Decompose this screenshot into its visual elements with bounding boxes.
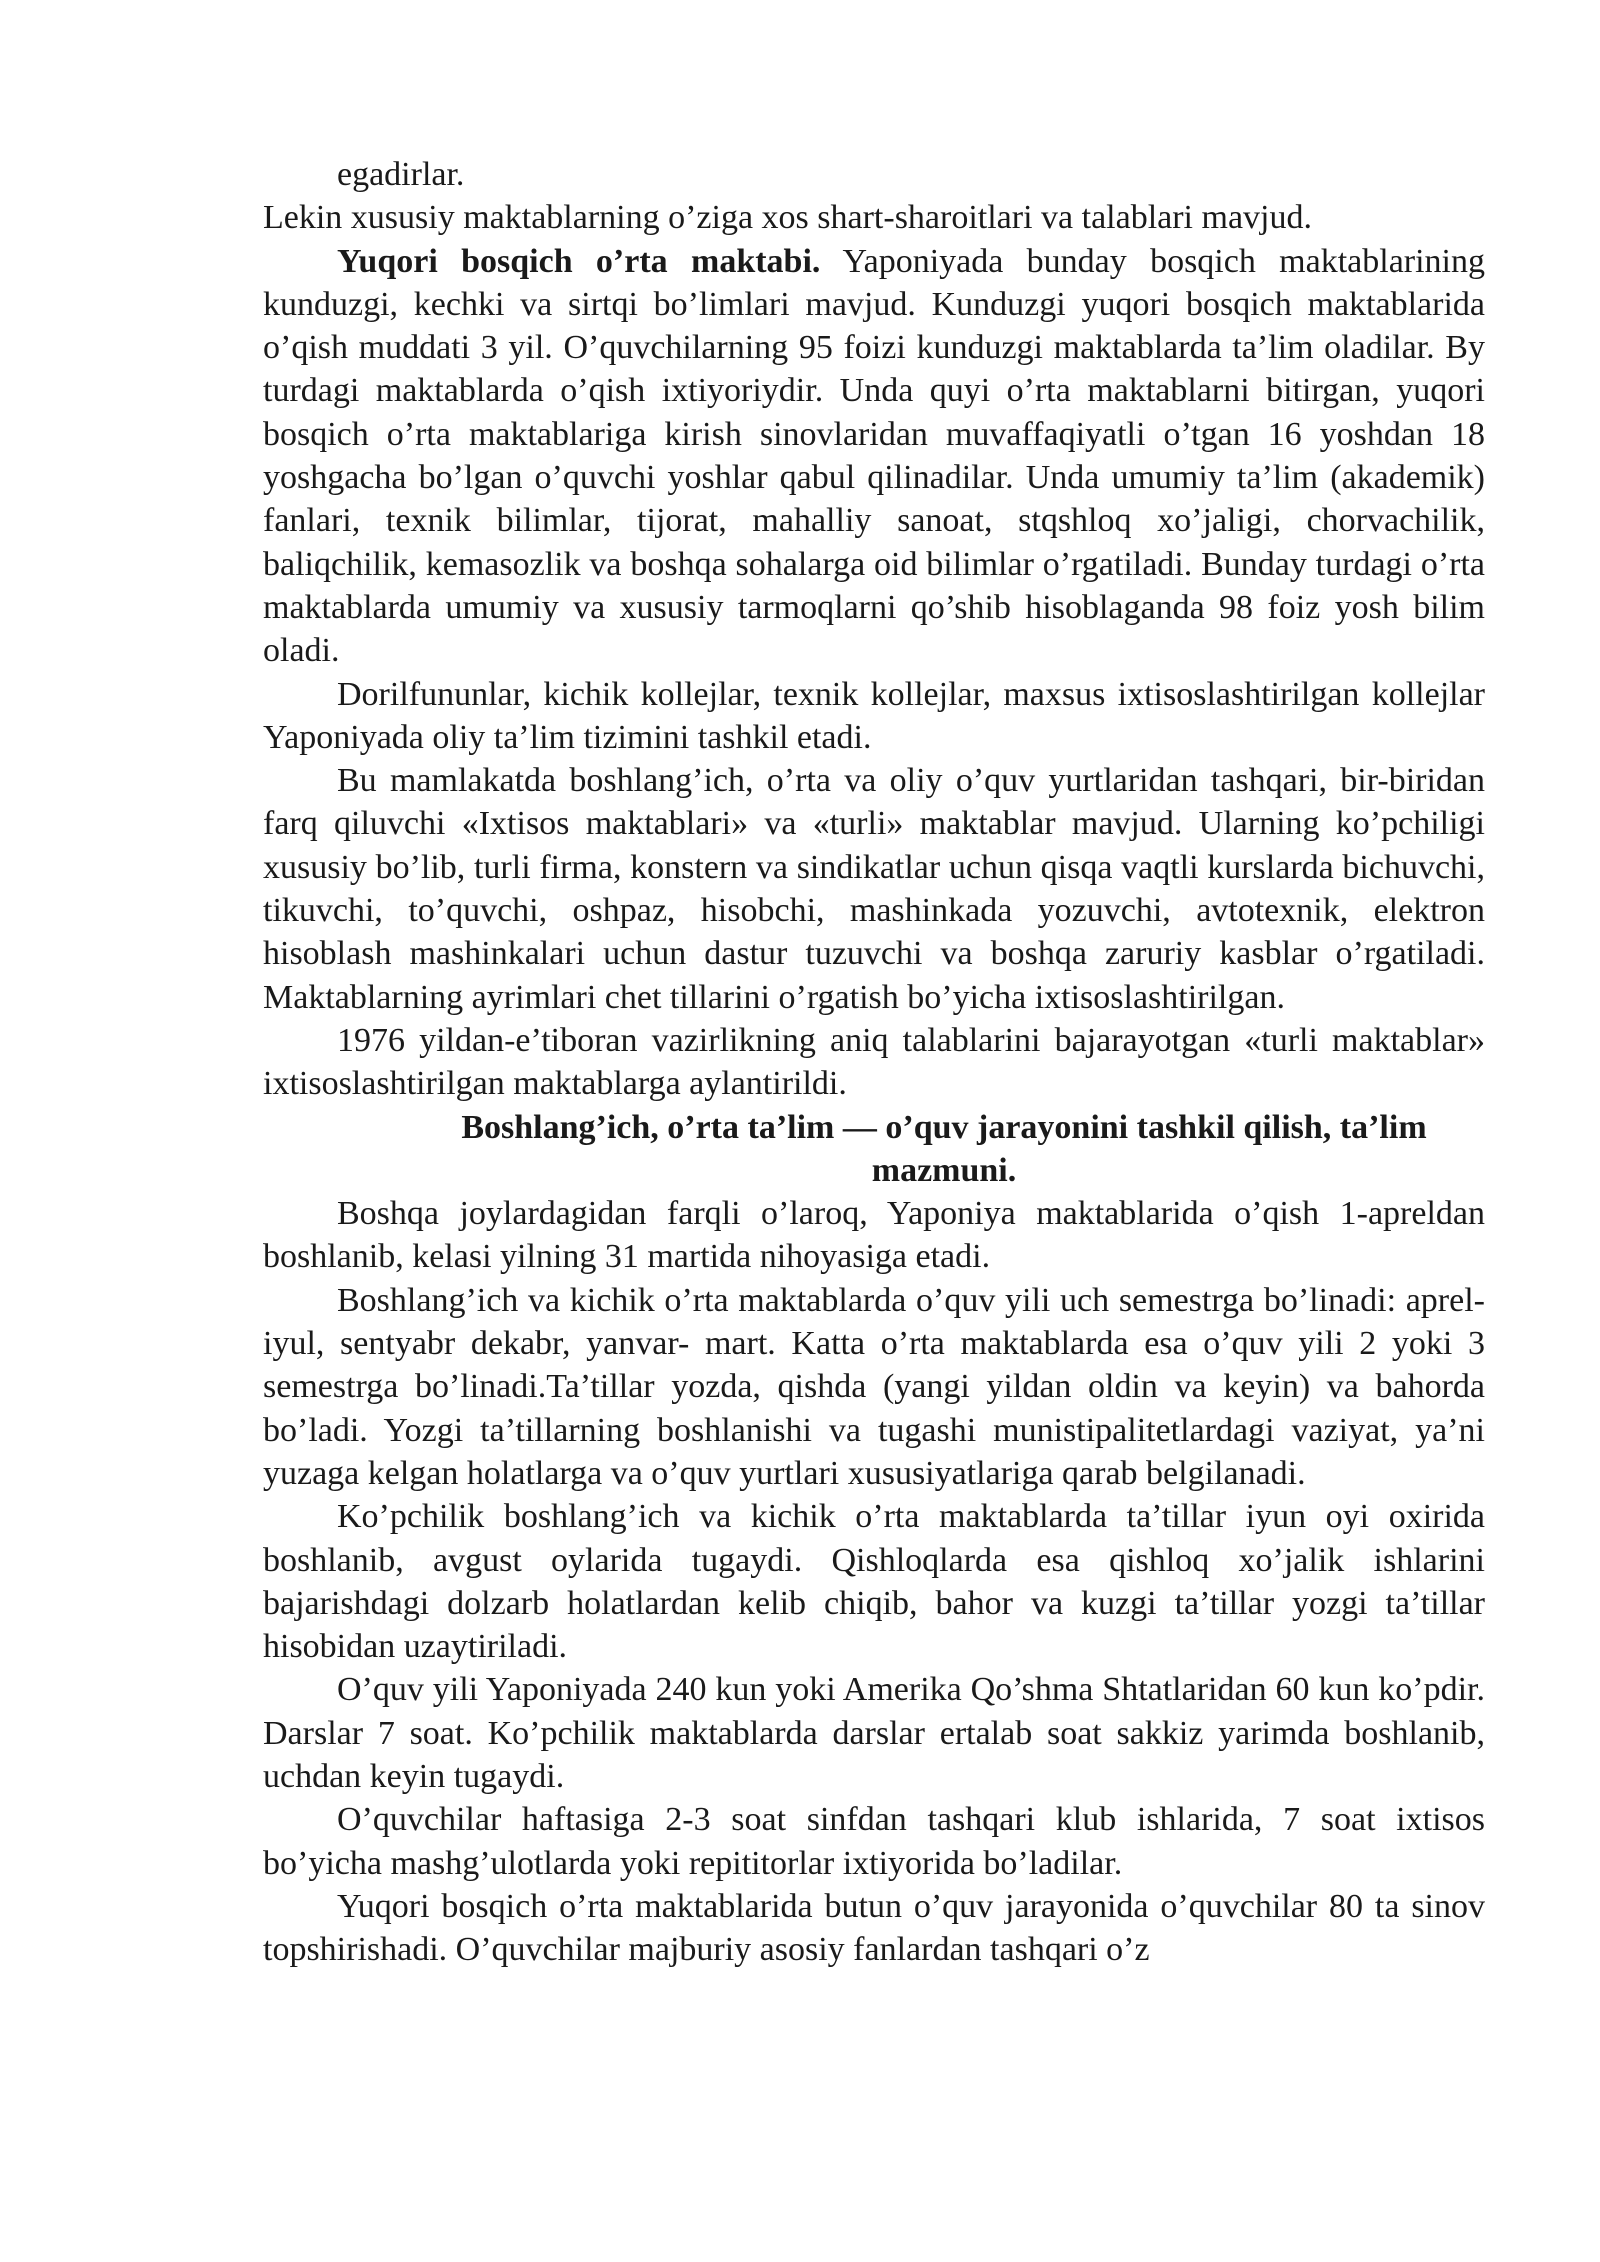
paragraph-school-days: O’quv yili Yaponiyada 240 kun yoki Amerika Qo’shma Shtatlaridan 60 kun ko’pdir. Darslar 7 soat. Ko’pchilik maktablarda darslar ertalab soat sakkiz yarimda boshlanib, uchdan keyin tugaydi.	[263, 1671, 1485, 1795]
paragraph-higher-education: Dorilfununlar, kichik kollejlar, texnik kollejlar, maxsus ixtisoslashtirilgan kollejlar Yaponiyada oliy ta’lim tizimini tashkil etadi.	[263, 675, 1485, 756]
paragraph-specialized-schools: Bu mamlakatda boshlang’ich, o’rta va oliy o’quv yurtlaridan tashqari, bir-biridan farq qiluvchi «Ixtisos maktablari» va «turli» maktablar mavjud. Ularning ko’pchiligi xususiy bo’lib, turli firma, konstern va sindikatlar uchun qisqa vaqtli kurslarda bichuvchi, tikuvchi, to’quvchi, oshpaz, hisobchi, mashinkada yozuvchi, avtotexnik, elektron hisoblash mashinkalari uchun dastur tuzuvchi va boshqa zaruriy kasblar o’rgatiladi. Maktablarning ayrimlari chet tillarini o’rgatish bo’yicha ixtisoslashtirilgan.	[263, 762, 1485, 1016]
paragraph-exams: Yuqori bosqich o’rta maktablarida butun o’quv jarayonida o’quvchilar 80 ta sinov topshirishadi. O’quvchilar majburiy asosiy fanlardan tashqari o’z	[263, 1887, 1485, 1969]
paragraph-1976: 1976 yildan-e’tiboran vazirlikning aniq talablarini bajarayotgan «turli maktablar» ixtisoslashtirilgan maktablarga aylantirildi.	[263, 1021, 1485, 1103]
paragraph-upper-secondary-text: Yaponiyada bunday bosqich maktablarining kunduzgi, kechki va sirtqi bo’limlari mavjud. Kunduzgi yuqori bosqich maktablarida o’qish muddati 3 yil. O’quvchilarning 95 foizi kunduzgi maktablarda ta’lim oladilar. By turdagi maktablarda o’qish ixtiyoriydir. Unda quyi o’rta maktablarni bitirgan, yuqori bosqich o’rta maktablariga kirish sinovlaridan muvaffaqiyatli o’tgan 16 yoshdan 18 yoshgacha bo’lgan o’quvchi yoshlar qabul qilinadilar. Unda umumiy ta’lim (akademik) fanlari, texnik bilimlar, tijorat, mahalliy sanoat, stqshloq xo’jaligi, chorvachilik, baliqchilik, kemasozlik va boshqa sohalarga oid bilimlar o’rgatiladi. Bunday turdagi o’rta maktablarda umumiy va xususiy tarmoqlarni qo’shib hisoblaganda 98 foiz yosh bilim oladi.	[263, 242, 1485, 670]
paragraph-school-year-start: Boshqa joylardagidan farqli o’laroq, Yaponiya maktablarida o’qish 1-apreldan boshlanib, kelasi yilning 31 martida nihoyasiga etadi.	[263, 1195, 1485, 1276]
paragraph-upper-secondary	[263, 240, 1485, 673]
document-page	[263, 153, 1485, 1971]
paragraph-semesters: Boshlang’ich va kichik o’rta maktablarda o’quv yili uch semestrga bo’linadi: aprel-iyul, sentyabr dekabr, yanvar- mart. Katta o’rta maktablarda esa o’quv yili 2 yoki 3 semestrga bo’linadi.Ta’tillar yozda, qishda (yangi yildan oldin va keyin) va bahorda bo’ladi. Yozgi ta’tillarning boshlanishi va tugashi munistipalitetlardagi vaziyat, ya’ni yuzaga kelgan holatlarga va o’quv yurtlari xususiyatlariga qarab belgilanadi.	[263, 1281, 1485, 1492]
section-title-upper-secondary: Yuqori bosqich o’rta maktabi.	[337, 242, 821, 280]
paragraph-private-schools: Lekin xususiy maktablarning o’ziga xos shart-sharoitlari va talablari mavjud.	[263, 199, 1312, 237]
paragraph-continuation: egadirlar.	[337, 156, 465, 193]
section-heading: Boshlang’ich, o’rta ta’lim — o’quv jarayonini tashkil qilish, ta’lim mazmuni.	[461, 1108, 1427, 1189]
paragraph-extracurricular: O’quvchilar haftasiga 2-3 soat sinfdan tashqari klub ishlarida, 7 soat ixtisos bo’yicha mashg’ulotlarda yoki repititorlar ixtiyorida bo’ladilar.	[263, 1801, 1485, 1882]
paragraph-holidays: Ko’pchilik boshlang’ich va kichik o’rta maktablarda ta’tillar iyun oyi oxirida boshlanib, avgust oylarida tugaydi. Qishloqlarda esa qishloq xo’jalik ishlarini bajarishdagi dolzarb holatlardan kelib chiqib, bahor va kuzgi ta’tillar yozgi ta’tillar hisobidan uzaytiriladi.	[263, 1498, 1485, 1666]
